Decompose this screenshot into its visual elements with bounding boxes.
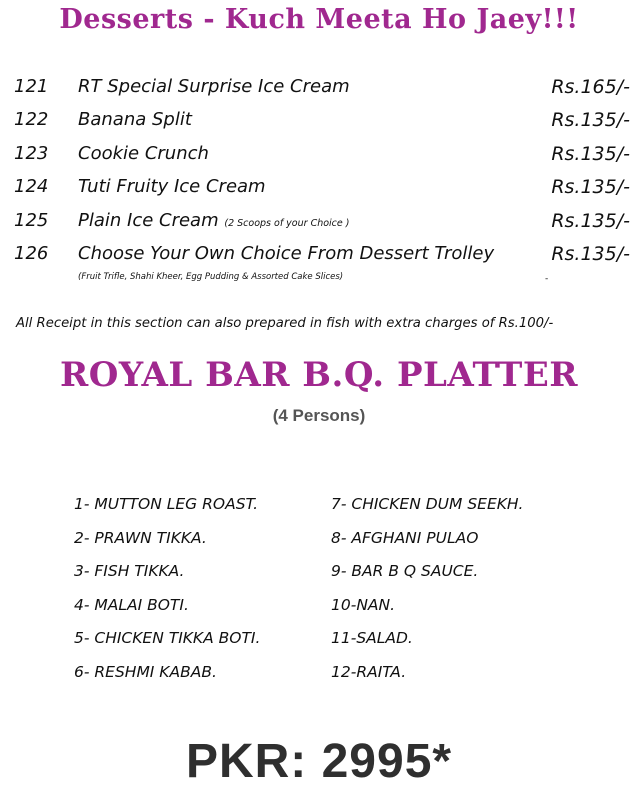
dessert-row bbox=[0, 107, 638, 140]
platter-items-left bbox=[74, 495, 260, 696]
desserts-heading: Desserts - Kuch Meeta Ho Jaey!!! bbox=[59, 4, 579, 35]
platter-item: 7- CHICKEN DUM SEEKH. bbox=[331, 495, 524, 513]
item-name bbox=[78, 76, 350, 97]
platter-item: 3- FISH TIKKA. bbox=[74, 562, 185, 580]
item-name-text: Plain Ice Cream bbox=[78, 209, 219, 231]
item-price: Rs.165/- bbox=[551, 76, 630, 98]
platter-item: 8- AFGHANI PULAO bbox=[331, 528, 479, 547]
platter-item: 10-NAN. bbox=[331, 595, 396, 614]
dessert-row bbox=[0, 208, 638, 241]
item-price: Rs.135/- bbox=[551, 142, 630, 165]
item-code: 125 bbox=[14, 209, 49, 231]
dessert-row bbox=[0, 241, 638, 274]
platter-item: 5- CHICKEN TIKKA BOTI. bbox=[74, 629, 261, 647]
platter-heading: ROYAL BAR B.Q. PLATTER bbox=[59, 355, 579, 395]
item-name-text: Choose Your Own Choice From Dessert Trolley bbox=[78, 242, 495, 264]
item-note: (2 Scoops of your Choice ) bbox=[224, 217, 350, 229]
dessert-row bbox=[0, 74, 638, 107]
platter-item: 11-SALAD. bbox=[331, 629, 413, 647]
trolley-dash: - bbox=[545, 274, 549, 284]
platter-item: 9- BAR B Q SAUCE. bbox=[331, 562, 479, 580]
item-price: Rs.135/- bbox=[551, 242, 630, 265]
dessert-row bbox=[0, 174, 638, 207]
dessert-list bbox=[0, 74, 638, 274]
item-code: 123 bbox=[14, 142, 49, 164]
item-name bbox=[78, 176, 266, 197]
platter-item: 6- RESHMI KABAB. bbox=[74, 662, 217, 681]
item-name bbox=[78, 243, 494, 264]
item-price: Rs.135/- bbox=[551, 176, 630, 199]
platter-item: 4- MALAI BOTI. bbox=[74, 595, 189, 614]
item-name-text: Cookie Crunch bbox=[78, 142, 209, 164]
item-code: 126 bbox=[14, 242, 49, 264]
platter-item: 12-RAITA. bbox=[331, 662, 407, 681]
receipt-note: All Receipt in this section can also prepared in fish with extra charges of Rs.100/- bbox=[16, 316, 554, 331]
platter-persons: (4 Persons) bbox=[272, 406, 366, 425]
item-code: 124 bbox=[14, 176, 49, 198]
item-name bbox=[78, 109, 192, 130]
item-name-text: Tuti Fruity Ice Cream bbox=[78, 176, 266, 198]
platter-price: PKR: 2995* bbox=[185, 735, 453, 788]
platter-item: 2- PRAWN TIKKA. bbox=[74, 528, 207, 547]
item-price: Rs.135/- bbox=[551, 109, 630, 132]
item-name-text: Banana Split bbox=[78, 109, 192, 131]
item-name bbox=[78, 143, 209, 164]
platter-items-right bbox=[331, 495, 524, 696]
dessert-row bbox=[0, 141, 638, 174]
platter-item: 1- MUTTON LEG ROAST. bbox=[74, 495, 259, 513]
item-code: 121 bbox=[14, 76, 49, 97]
trolley-note: (Fruit Trifle, Shahi Kheer, Egg Pudding & Assorted Cake Slices) bbox=[78, 272, 344, 282]
item-name-text: RT Special Surprise Ice Cream bbox=[78, 76, 350, 97]
item-price: Rs.135/- bbox=[551, 209, 630, 232]
item-name bbox=[78, 210, 349, 231]
item-code: 122 bbox=[14, 109, 49, 131]
